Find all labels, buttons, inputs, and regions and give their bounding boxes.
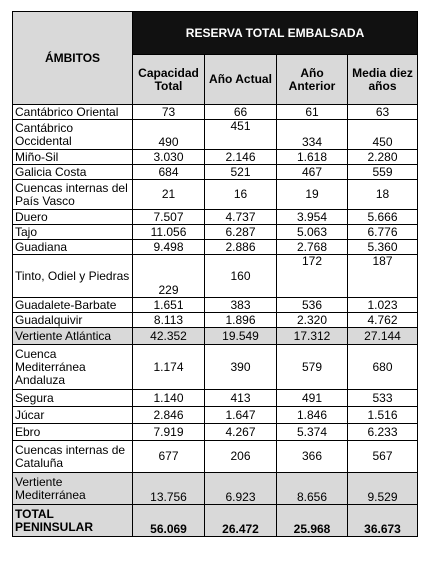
cell-value: 450 <box>348 120 418 150</box>
cell-value: 66 <box>205 105 277 120</box>
cell-value: 680 <box>348 345 418 390</box>
cell-value: 61 <box>277 105 348 120</box>
cell-value: 677 <box>133 441 205 473</box>
table-row <box>13 225 418 240</box>
cell-value: 9.529 <box>348 473 418 505</box>
cell-value: 366 <box>277 441 348 473</box>
table-row <box>13 120 418 150</box>
cell-value: 5.666 <box>348 210 418 225</box>
cell-value: 19 <box>277 180 348 210</box>
row-label: Júcar <box>13 407 133 424</box>
table-row <box>13 505 418 537</box>
cell-value: 63 <box>348 105 418 120</box>
cell-value: 27.144 <box>348 328 418 345</box>
cell-value: 1.140 <box>133 390 205 407</box>
table-row <box>13 424 418 441</box>
cell-value: 42.352 <box>133 328 205 345</box>
cell-value: 567 <box>348 441 418 473</box>
cell-value: 206 <box>205 441 277 473</box>
row-label: Miño-Sil <box>13 150 133 165</box>
cell-value: 25.968 <box>277 505 348 537</box>
table-body <box>13 105 418 537</box>
row-label: Vertiente Atlántica <box>13 328 133 345</box>
cell-value: 5.360 <box>348 240 418 255</box>
cell-value: 3.954 <box>277 210 348 225</box>
cell-value: 16 <box>205 180 277 210</box>
cell-value: 1.618 <box>277 150 348 165</box>
cell-value: 383 <box>205 298 277 313</box>
reserve-table-container <box>12 11 417 537</box>
reserve-table <box>12 11 418 537</box>
table-row <box>13 240 418 255</box>
cell-value: 5.063 <box>277 225 348 240</box>
cell-value: 160 <box>205 255 277 298</box>
cell-value: 1.516 <box>348 407 418 424</box>
cell-value: 6.233 <box>348 424 418 441</box>
cell-value: 19.549 <box>205 328 277 345</box>
cell-value: 5.374 <box>277 424 348 441</box>
row-header-ambitos: ÁMBITOS <box>13 12 133 105</box>
cell-value: 73 <box>133 105 205 120</box>
cell-value: 229 <box>133 255 205 298</box>
cell-value: 9.498 <box>133 240 205 255</box>
cell-value: 1.896 <box>205 313 277 328</box>
cell-value: 2.280 <box>348 150 418 165</box>
main-header: RESERVA TOTAL EMBALSADA <box>133 12 418 55</box>
col-header-ano-actual: Año Actual <box>205 55 277 105</box>
col-header-ano-anterior: Año Anterior <box>277 55 348 105</box>
table-row <box>13 441 418 473</box>
cell-value: 2.146 <box>205 150 277 165</box>
row-label: Duero <box>13 210 133 225</box>
cell-value: 4.267 <box>205 424 277 441</box>
row-label: Cuencas internas del País Vasco <box>13 180 133 210</box>
cell-value: 521 <box>205 165 277 180</box>
row-label: Tinto, Odiel y Piedras <box>13 255 133 298</box>
cell-value: 2.320 <box>277 313 348 328</box>
col-header-capacidad: Capacidad Total <box>133 55 205 105</box>
row-label: Segura <box>13 390 133 407</box>
table-row <box>13 407 418 424</box>
cell-value: 1.023 <box>348 298 418 313</box>
row-label: Cantábrico Occidental <box>13 120 133 150</box>
row-label: Galicia Costa <box>13 165 133 180</box>
cell-value: 1.846 <box>277 407 348 424</box>
cell-value: 7.507 <box>133 210 205 225</box>
cell-value: 36.673 <box>348 505 418 537</box>
table-row <box>13 298 418 313</box>
cell-value: 413 <box>205 390 277 407</box>
cell-value: 490 <box>133 120 205 150</box>
cell-value: 18 <box>348 180 418 210</box>
cell-value: 187 <box>348 255 418 298</box>
cell-value: 684 <box>133 165 205 180</box>
cell-value: 6.776 <box>348 225 418 240</box>
table-row <box>13 105 418 120</box>
cell-value: 579 <box>277 345 348 390</box>
table-row <box>13 390 418 407</box>
table-row <box>13 165 418 180</box>
cell-value: 3.030 <box>133 150 205 165</box>
cell-value: 8.656 <box>277 473 348 505</box>
cell-value: 11.056 <box>133 225 205 240</box>
row-label: Guadiana <box>13 240 133 255</box>
header-row-top <box>13 12 418 55</box>
row-label: Cuenca Mediterránea Andaluza <box>13 345 133 390</box>
table-row <box>13 180 418 210</box>
row-label: Guadalquivir <box>13 313 133 328</box>
cell-value: 536 <box>277 298 348 313</box>
row-label: Ebro <box>13 424 133 441</box>
cell-value: 1.651 <box>133 298 205 313</box>
cell-value: 559 <box>348 165 418 180</box>
row-label: TOTAL PENINSULAR <box>13 505 133 537</box>
cell-value: 26.472 <box>205 505 277 537</box>
cell-value: 2.886 <box>205 240 277 255</box>
table-row <box>13 313 418 328</box>
cell-value: 56.069 <box>133 505 205 537</box>
cell-value: 1.647 <box>205 407 277 424</box>
cell-value: 1.174 <box>133 345 205 390</box>
cell-value: 2.846 <box>133 407 205 424</box>
table-row <box>13 473 418 505</box>
cell-value: 467 <box>277 165 348 180</box>
row-label: Tajo <box>13 225 133 240</box>
row-label: Guadalete-Barbate <box>13 298 133 313</box>
cell-value: 2.768 <box>277 240 348 255</box>
cell-value: 451 <box>205 120 277 150</box>
row-label: Vertiente Mediterránea <box>13 473 133 505</box>
table-row <box>13 345 418 390</box>
table-row <box>13 150 418 165</box>
cell-value: 7.919 <box>133 424 205 441</box>
cell-value: 6.287 <box>205 225 277 240</box>
cell-value: 533 <box>348 390 418 407</box>
cell-value: 334 <box>277 120 348 150</box>
cell-value: 4.737 <box>205 210 277 225</box>
row-label: Cuencas internas de Cataluña <box>13 441 133 473</box>
table-row <box>13 328 418 345</box>
cell-value: 6.923 <box>205 473 277 505</box>
cell-value: 491 <box>277 390 348 407</box>
cell-value: 21 <box>133 180 205 210</box>
table-row <box>13 255 418 298</box>
cell-value: 13.756 <box>133 473 205 505</box>
table-row <box>13 210 418 225</box>
cell-value: 17.312 <box>277 328 348 345</box>
row-label: Cantábrico Oriental <box>13 105 133 120</box>
cell-value: 4.762 <box>348 313 418 328</box>
col-header-media: Media diez años <box>348 55 418 105</box>
cell-value: 8.113 <box>133 313 205 328</box>
cell-value: 172 <box>277 255 348 298</box>
cell-value: 390 <box>205 345 277 390</box>
